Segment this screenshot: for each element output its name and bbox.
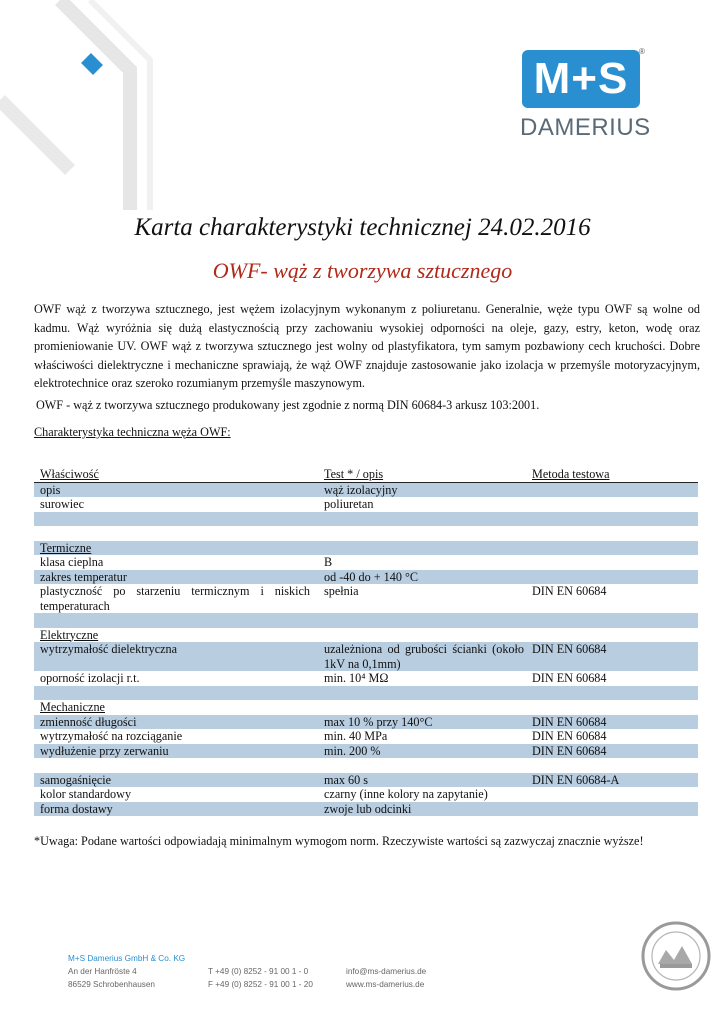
table-row	[34, 497, 698, 512]
norm-paragraph: OWF - wąż z tworzywa sztucznego produkowany jest zgodnie z normą DIN 60684-3 arkusz 103:2001.	[36, 398, 540, 412]
property-cell: surowiec	[40, 497, 84, 511]
table-row	[34, 541, 698, 556]
method-cell: DIN EN 60684	[532, 671, 607, 685]
property-cell: oporność izolacji r.t.	[40, 671, 140, 685]
group-heading-electrical: Elektryczne	[40, 627, 99, 642]
footnote: *Uwaga: Podane wartości odpowiadają minimalnym wymogom norm. Rzeczywiste wartości są zazwyczaj znacznie wyższe!	[34, 834, 644, 848]
table-row	[34, 642, 698, 671]
footer-phone-block	[208, 965, 313, 991]
table-row	[34, 802, 698, 817]
value-cell: zwoje lub odcinki	[324, 801, 412, 816]
method-cell: DIN EN 60684	[532, 584, 607, 598]
property-cell: forma dostawy	[40, 801, 113, 816]
method-cell: DIN EN 60684	[532, 714, 607, 729]
header-property: Właściwość	[40, 467, 99, 481]
property-cell: wydłużenie przy zerwaniu	[40, 743, 169, 758]
footer-contact-block	[346, 965, 426, 991]
value-cell: wąż izolacyjny	[324, 482, 398, 497]
table-row	[34, 628, 698, 643]
table-row	[34, 787, 698, 802]
group-heading-mechanical: Mechaniczne	[40, 700, 105, 714]
method-cell: DIN EN 60684-A	[532, 772, 620, 787]
table-row	[34, 686, 698, 701]
product-subtitle: OWF- wąż z tworzywa sztucznego	[212, 258, 513, 283]
value-cell: min. 200 %	[324, 743, 381, 758]
header-method: Metoda testowa	[532, 467, 610, 481]
value-cell: max 60 s	[324, 772, 369, 787]
logo-registered-mark: ®	[639, 47, 645, 56]
table-row	[34, 512, 698, 527]
footer-fax: F +49 (0) 8252 - 91 00 1 - 20	[208, 980, 313, 989]
logo-name: DAMERIUS	[520, 114, 651, 141]
table-header-row	[34, 467, 698, 483]
value-cell: uzależniona od grubości ścianki (około 1kV na 0,1mm)	[324, 642, 524, 671]
table-row	[34, 613, 698, 628]
table-row	[34, 671, 698, 686]
property-cell: opis	[40, 482, 61, 497]
logo-mark: M+S	[533, 54, 629, 103]
table-row	[34, 744, 698, 759]
decorative-frame-graphic	[0, 0, 260, 210]
footer-address	[68, 952, 185, 991]
value-cell: max 10 % przy 140°C	[324, 714, 433, 729]
property-cell: zmienność długości	[40, 714, 137, 729]
group-heading-thermal: Termiczne	[40, 540, 92, 555]
table-row	[34, 700, 698, 715]
table-row	[34, 555, 698, 570]
value-cell: poliuretan	[324, 497, 374, 511]
table-row	[34, 584, 698, 613]
document-title: Karta charakterystyki technicznej 24.02.2016	[134, 214, 591, 241]
table-row	[34, 729, 698, 744]
company-logo	[518, 47, 651, 150]
value-cell: od -40 do + 140 °C	[324, 569, 419, 584]
value-cell: B	[324, 555, 333, 569]
spec-table	[34, 467, 698, 816]
section-title: Charakterystyka techniczna węża OWF:	[34, 425, 231, 439]
table-row	[34, 483, 698, 498]
footer-city: 86529 Schrobenhausen	[68, 980, 155, 989]
property-cell: wytrzymałość dielektryczna	[40, 642, 178, 656]
method-cell: DIN EN 60684	[532, 729, 607, 743]
property-cell: wytrzymałość na rozciąganie	[40, 729, 183, 743]
value-cell: min. 40 MPa	[324, 729, 388, 743]
property-cell: samogaśnięcie	[40, 772, 112, 787]
footer-web[interactable]: www.ms-damerius.de	[346, 980, 425, 989]
property-cell: zakres temperatur	[40, 569, 127, 584]
table-row	[34, 758, 698, 773]
footer-company: M+S Damerius GmbH & Co. KG	[68, 954, 186, 963]
table-row	[34, 526, 698, 541]
property-cell: klasa cieplna	[40, 555, 104, 569]
footer-phone: T +49 (0) 8252 - 91 00 1 - 0	[208, 967, 309, 976]
method-cell: DIN EN 60684	[532, 642, 607, 656]
property-cell: plastyczność po starzeniu termicznym i niskich temperaturach	[40, 584, 310, 613]
table-row	[34, 715, 698, 730]
table-row	[34, 773, 698, 788]
intro-paragraph: OWF wąż z tworzywa sztucznego, jest wężem izolacyjnym wykonanym z poliuretanu. Generalnie, węże typu OWF są wolne od kadmu. Wąż wyróżnia się dużą elastycznością przy zachowaniu wysokiej odporności na oleje, gazy, estry, keton, wodę oraz promieniowanie UV. OWF wąż z tworzywa sztucznego jest wolny od plastyfikatora, tym samym pozbawiony cech kruchości. Dobre właściwości dielektryczne i mechaniczne sprawiają, że wąż OWF znajduje zastosowanie jako izolacja w przemyśle motoryzacyjnym, elektrotechnice oraz szeroko rozumianym przemyśle maszynowym.	[34, 302, 700, 390]
method-cell: DIN EN 60684	[532, 743, 607, 758]
value-cell: czarny (inne kolory na zapytanie)	[324, 787, 488, 801]
table-row	[34, 570, 698, 585]
value-cell: min. 10⁴ MΩ	[324, 671, 389, 685]
certification-seal-icon	[640, 920, 712, 992]
footer-street: An der Hanfröste 4	[68, 967, 137, 976]
footer-email[interactable]: info@ms-damerius.de	[346, 967, 427, 976]
property-cell: kolor standardowy	[40, 787, 132, 801]
value-cell: spełnia	[324, 584, 359, 598]
header-test: Test * / opis	[324, 467, 384, 481]
